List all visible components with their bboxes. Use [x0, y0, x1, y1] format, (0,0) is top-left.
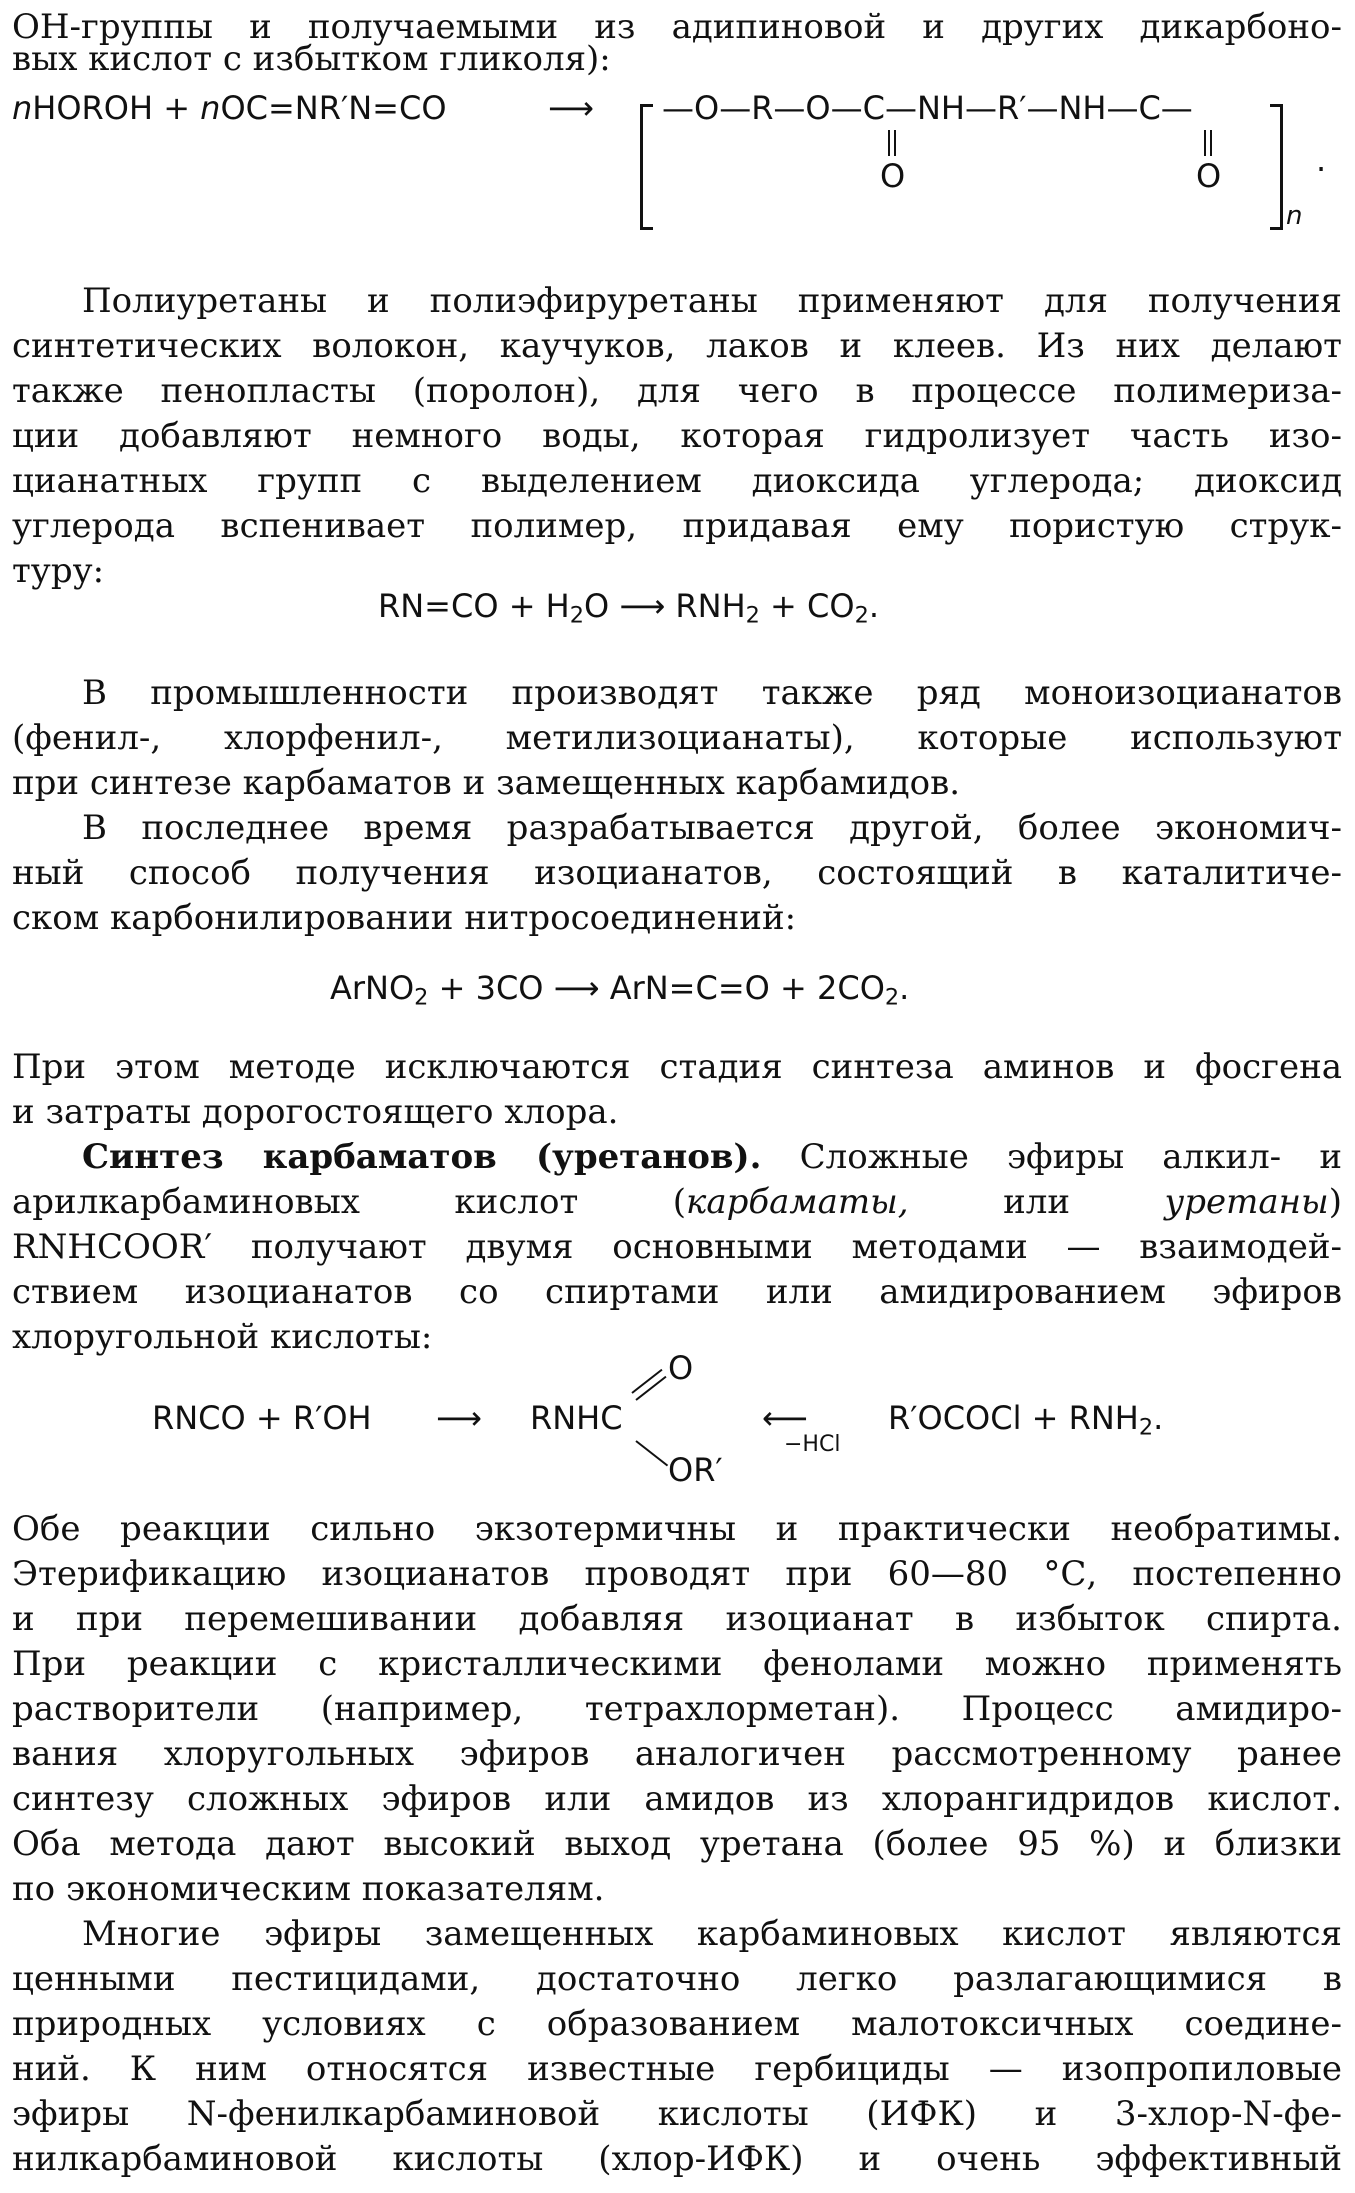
- reverse-arrow: ⟵: [762, 1399, 808, 1437]
- double-bond-line: [1210, 130, 1212, 156]
- text-line: Многие эфиры замещенных карбаминовых кислот являются: [82, 1914, 1342, 1954]
- text-line: растворители (например, тетрахлорметан). Процесс амидиро-: [12, 1689, 1342, 1729]
- equation-lhs: RNCO + R′OH: [152, 1399, 372, 1437]
- carbonyl-oxygen: O: [1196, 157, 1222, 195]
- text-line: цианатных групп с выделением диоксида углерода; диоксид: [12, 461, 1342, 501]
- reaction-arrow: ⟶: [548, 89, 594, 127]
- text-line: В последнее время разрабатывается другой, более экономич-: [82, 808, 1342, 848]
- text-line: В промышленности производят также ряд моноизоцианатов: [82, 673, 1342, 713]
- double-bond-line: [888, 130, 890, 156]
- text-line: хлоругольной кислоты:: [12, 1317, 433, 1357]
- text-line: ском карбонилировании нитросоединений:: [12, 898, 797, 938]
- text-line: При реакции с кристаллическими фенолами можно применять: [12, 1644, 1342, 1684]
- text-line: также пенопласты (поролон), для чего в процессе полимериза-: [12, 371, 1342, 411]
- subscript-n: n: [1286, 201, 1303, 231]
- text-line: Полиуретаны и полиэфируретаны применяют для получения: [82, 281, 1342, 321]
- text-line: ный способ получения изоцианатов, состоящий в каталитиче-: [12, 853, 1342, 893]
- equation-isocyanate-hydrolysis: $RN=CO + H_2O$ ⟶ $RNH_2 + CO_2$.: [378, 587, 879, 629]
- text-line: и затраты дорогостоящего хлора.: [12, 1092, 619, 1132]
- equation-lhs: nHOROH + nOC=NR′N=CO: [12, 89, 447, 127]
- text-line: арилкарбаминовых кислот (карбаматы, или уретаны): [12, 1182, 1342, 1222]
- text-line: эфиры N-фенилкарбаминовой кислоты (ИФК) и 3-хлор-N-фе-: [12, 2094, 1342, 2134]
- carbamate-core: RNHC: [530, 1399, 623, 1437]
- text-line: ний. К ним относятся известные гербициды — изопропиловые: [12, 2049, 1342, 2089]
- text-line: нилкарбаминовой кислоты (хлор-ИФК) и очень эффективный: [12, 2139, 1342, 2179]
- text-line: ОН-группы и получаемыми из адипиновой и других дикарбоно-: [12, 7, 1342, 47]
- double-bond-line: [894, 130, 896, 156]
- text-line: Оба метода дают высокий выход уретана (более 95 %) и близки: [12, 1824, 1342, 1864]
- double-bond-line: [635, 1376, 666, 1401]
- text-line: ции добавляют немного воды, которая гидролизует часть изо-: [12, 416, 1342, 456]
- text-line: при синтезе карбаматов и замещенных карбамидов.: [12, 763, 961, 803]
- double-bond-line: [1204, 130, 1206, 156]
- reaction-arrow: ⟶: [436, 1399, 482, 1437]
- equation-carbonylation: ArNO$_2$ + 3CO ⟶ $ArN=C=O + 2CO_2$.: [330, 969, 910, 1011]
- repeat-unit-chain: —O—R—O—C—NH—R′—NH—C—: [662, 89, 1193, 127]
- text-line: по экономическим показателям.: [12, 1869, 605, 1909]
- text-line: вания хлоругольных эфиров аналогичен рассмотренному ранее: [12, 1734, 1342, 1774]
- text-line: туру:: [12, 551, 105, 591]
- period: .: [1316, 141, 1327, 179]
- alkoxy-group: OR′: [668, 1451, 723, 1489]
- text-line: При этом методе исключаются стадия синтеза аминов и фосгена: [12, 1047, 1342, 1087]
- single-bond-line: [635, 1440, 668, 1466]
- text-line: (фенил-, хлорфенил-, метилизоцианаты), которые используют: [12, 718, 1342, 758]
- text-line: и при перемешивании добавляя изоцианат в избыток спирта.: [12, 1599, 1342, 1639]
- text-line: Обе реакции сильно экзотермичны и практически необратимы.: [12, 1509, 1342, 1549]
- text-line: ценными пестицидами, достаточно легко разлагающимися в: [12, 1959, 1342, 1999]
- text-line: углерода вспенивает полимер, придавая ему пористую струк-: [12, 506, 1342, 546]
- equation-rhs: R′OCOCl + $RNH_2$.: [888, 1399, 1164, 1441]
- left-bracket: [640, 104, 653, 230]
- text-line: Этерификацию изоцианатов проводят при 60—80 °С, постепенно: [12, 1554, 1342, 1594]
- carbonyl-oxygen: O: [668, 1349, 694, 1387]
- text-line: синтезу сложных эфиров или амидов из хлорангидридов кислот.: [12, 1779, 1342, 1819]
- text-line: ствием изоцианатов со спиртами или амидированием эфиров: [12, 1272, 1342, 1312]
- text-line: природных условиях с образованием малотоксичных соедине-: [12, 2004, 1342, 2044]
- arrow-condition: −HCl: [784, 1432, 841, 1457]
- section-heading: Синтез карбаматов (уретанов).: [82, 1137, 762, 1177]
- text-line: Синтез карбаматов (уретанов). Сложные эфиры алкил- и: [82, 1137, 1342, 1177]
- text-line: RNHCOOR′ получают двумя основными методами — взаимодей-: [12, 1227, 1342, 1267]
- right-bracket: [1270, 104, 1283, 230]
- carbonyl-oxygen: O: [880, 157, 906, 195]
- text-line: вых кислот с избытком гликоля):: [12, 39, 611, 79]
- text-line: синтетических волокон, каучуков, лаков и клеев. Из них делают: [12, 326, 1342, 366]
